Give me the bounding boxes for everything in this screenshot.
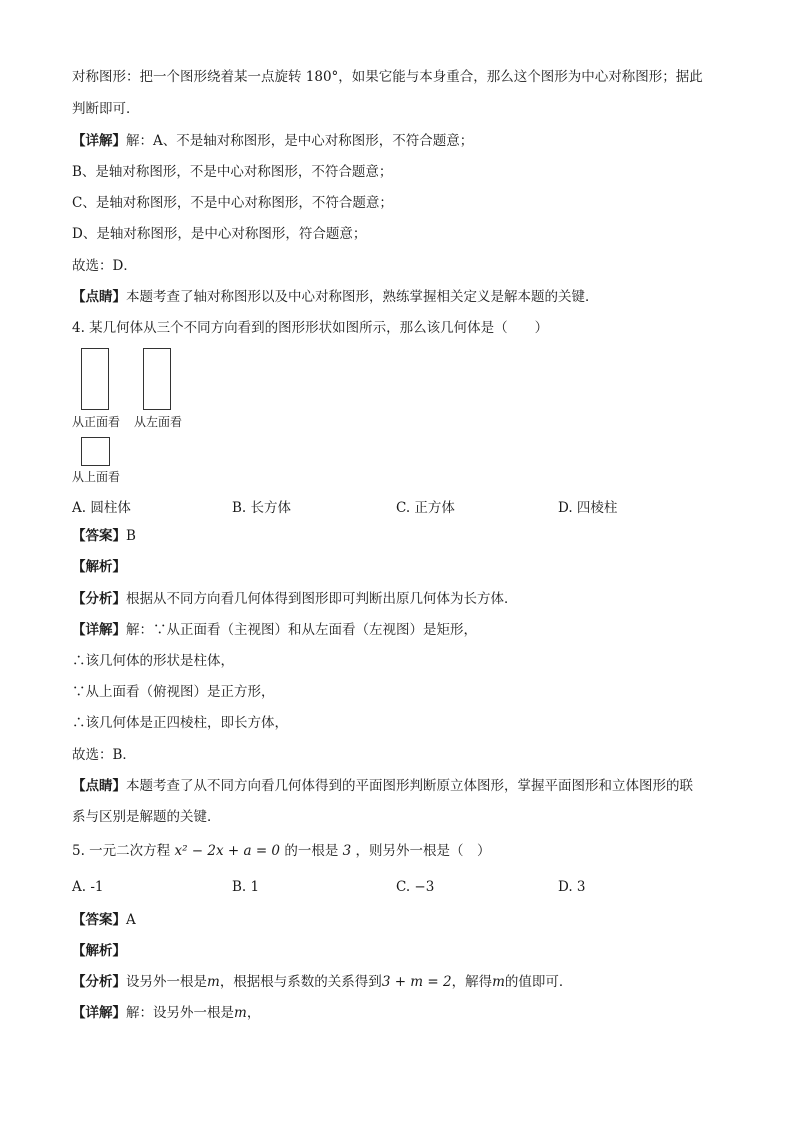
q3-choose: 故选：D．	[72, 258, 137, 274]
comment-tag: 【点睛】	[72, 778, 126, 794]
q5-stem-mid: 的一根是	[284, 843, 339, 859]
q4-comment-1	[72, 777, 693, 795]
detail-tag: 【详解】	[72, 133, 126, 149]
q4-choose: 故选：B．	[72, 747, 136, 763]
q5-detail-1	[72, 1004, 260, 1022]
q5-options	[72, 879, 722, 897]
fenxi-equation: 3 + m = 2	[381, 974, 452, 990]
left-view-label: 从左面看	[134, 415, 183, 429]
top-view-label: 从上面看	[72, 470, 121, 484]
fenxi-tag: 【分析】	[72, 974, 126, 990]
fenxi-text-2: ，根据根与系数的关系得到	[219, 974, 382, 990]
q5-option-c[interactable]: C. −3	[396, 879, 435, 895]
top-view-square	[81, 437, 110, 466]
q3-text-line2: 判断即可．	[72, 101, 140, 117]
front-view-label: 从正面看	[72, 415, 121, 429]
front-view-rectangle	[81, 348, 109, 410]
q4-option-b[interactable]: B. 长方体	[232, 500, 292, 516]
q5-equation: x² − 2x + a = 0	[174, 843, 281, 859]
q3-detail-b: B、是轴对称图形，不是中心对称图形，不符合题意；	[72, 164, 393, 180]
q4-detail-1	[72, 621, 477, 639]
variable-m: m	[207, 974, 220, 990]
fenxi-text-1: 设另外一根是	[126, 974, 207, 990]
comment-text: 本题考查了轴对称图形以及中心对称图形，熟练掌握相关定义是解本题的关键．	[126, 289, 599, 305]
q5-stem	[72, 842, 491, 860]
q4-detail-4: ∴该几何体是正四棱柱，即长方体，	[72, 715, 288, 731]
q4-option-a[interactable]: A. 圆柱体	[72, 500, 131, 516]
q3-text-line1: 对称图形：把一个图形绕着某一点旋转 180°，如果它能与本身重合，那么这个图形为中心对称图形；据此	[72, 69, 703, 85]
q4-option-c[interactable]: C. 正方体	[396, 500, 455, 516]
q4-options	[72, 496, 722, 514]
q5-stem-prefix: 5. 一元二次方程	[72, 843, 171, 859]
detail-tag: 【详解】	[72, 622, 126, 638]
q5-option-b[interactable]: B. 1	[232, 879, 260, 895]
q4-analysis-tag: 【解析】	[72, 559, 126, 575]
detail-text: 解：A、不是轴对称图形，是中心对称图形，不符合题意；	[126, 133, 474, 149]
comment-tag: 【点睛】	[72, 289, 126, 305]
left-view-rectangle	[143, 348, 171, 410]
q3-detail-c: C、是轴对称图形，不是中心对称图形，不符合题意；	[72, 195, 393, 211]
q4-stem: 4. 某几何体从三个不同方向看到的图形形状如图所示，那么该几何体是（ ）	[72, 320, 549, 336]
q5-fenxi	[72, 973, 572, 991]
answer-tag: 【答案】	[72, 528, 126, 544]
q5-option-d[interactable]: D. 3	[558, 879, 586, 895]
q5-root: 3	[342, 843, 352, 859]
fenxi-tag: 【分析】	[72, 591, 126, 607]
q3-detail-d: D、是轴对称图形，是中心对称图形，符合题意；	[72, 226, 367, 242]
q4-detail-2: ∴该几何体的形状是柱体，	[72, 653, 234, 669]
q3-detail-a	[72, 132, 473, 150]
answer-value: A	[126, 912, 136, 928]
q4-answer	[72, 527, 136, 545]
q4-detail-3: ∵从上面看（俯视图）是正方形，	[72, 684, 275, 700]
fenxi-text-4: 的值即可．	[504, 974, 573, 990]
answer-value: B	[126, 528, 136, 544]
detail-text: 解：设另外一根是	[126, 1005, 234, 1021]
q4-comment-2: 系与区别是解题的关键．	[72, 809, 221, 825]
q4-fenxi	[72, 590, 518, 608]
detail-end: ，	[246, 1005, 261, 1021]
q4-option-d[interactable]: D. 四棱柱	[558, 500, 618, 516]
variable-m: m	[234, 1005, 247, 1021]
answer-tag: 【答案】	[72, 912, 126, 928]
q5-option-a[interactable]: A. -1	[72, 879, 104, 895]
fenxi-text: 根据从不同方向看几何体得到图形即可判断出原几何体为长方体．	[126, 591, 518, 607]
detail-tag: 【详解】	[72, 1005, 126, 1021]
q5-answer	[72, 911, 136, 929]
q5-stem-suffix: ，则另外一根是（ ）	[355, 843, 491, 859]
fenxi-text-3: ，解得	[451, 974, 493, 990]
variable-m: m	[492, 974, 505, 990]
detail-text: 解：∵从正面看（主视图）和从左面看（左视图）是矩形，	[126, 622, 477, 638]
comment-text: 本题考查了从不同方向看几何体得到的平面图形判断原立体图形，掌握平面图形和立体图形的联	[126, 778, 693, 794]
q5-analysis-tag: 【解析】	[72, 943, 126, 959]
q3-comment	[72, 288, 599, 306]
